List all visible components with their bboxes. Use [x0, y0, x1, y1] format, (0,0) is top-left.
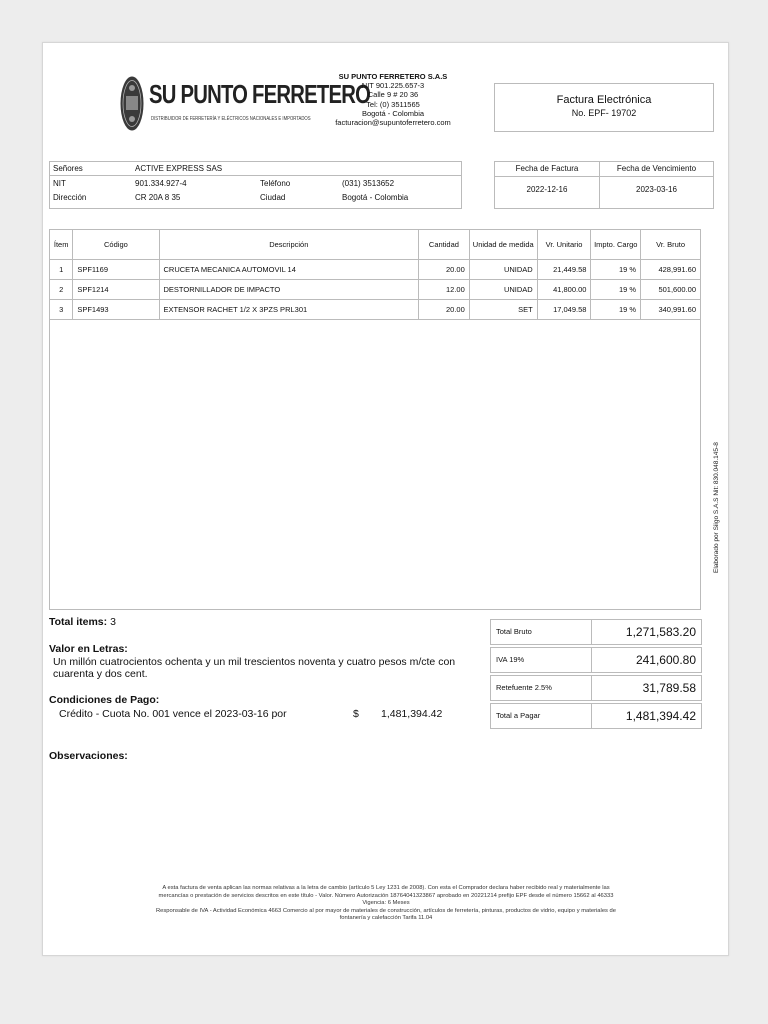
condiciones-currency: $ — [353, 708, 359, 720]
company-name: SU PUNTO FERRETERO S.A.S — [338, 72, 448, 81]
invoice-page — [42, 42, 729, 956]
row-descripcion: DESTORNILLADOR DE IMPACTO — [159, 280, 419, 300]
company-email: facturacion@supuntoferretero.com — [335, 118, 451, 128]
footer-line: A esta factura de venta aplican las normas relativas a la letra de cambio (artículo 5 Ley 1231 de 2008). Con esta el Comprador declara haber recibido real y materialmente las — [162, 885, 610, 891]
nit-label: NIT — [53, 179, 66, 188]
row-impto: 19 % — [591, 260, 641, 280]
row-cantidad: 12.00 — [419, 280, 470, 300]
fecha-vencimiento-label: Fecha de Vencimiento — [600, 162, 713, 177]
company-phone: Tel: (0) 3511565 — [366, 99, 420, 109]
legal-footer — [61, 885, 711, 923]
ciudad-label: Ciudad — [260, 193, 286, 202]
row-unidad: UNIDAD — [469, 280, 537, 300]
table-row — [50, 260, 701, 280]
retefuente-value: 31,789.58 — [591, 676, 701, 700]
company-brand-logo: SU PUNTO FERRETERO — [149, 79, 371, 109]
row-codigo: SPF1169 — [73, 260, 159, 280]
footer-line: fontanería y calefacción Tarifa 11.04 — [339, 915, 433, 922]
observaciones-label: Observaciones: — [49, 750, 128, 762]
telefono-label: Teléfono — [260, 179, 291, 188]
divider — [50, 175, 461, 176]
client-name: ACTIVE EXPRESS SAS — [135, 164, 223, 173]
table-row — [50, 300, 701, 320]
invoice-title-box — [494, 83, 714, 132]
row-impto: 19 % — [591, 280, 641, 300]
row-unitario: 41,800.00 — [537, 280, 591, 300]
row-cantidad: 20.00 — [419, 260, 470, 280]
total-pagar-value: 1,481,394.42 — [591, 704, 701, 728]
client-info-box — [49, 161, 462, 209]
totals-row — [490, 703, 702, 729]
items-table — [49, 229, 701, 320]
fecha-factura-label: Fecha de Factura — [495, 162, 600, 177]
direccion-label: Dirección — [53, 193, 87, 202]
col-bruto: Vr. Bruto — [641, 230, 701, 260]
total-pagar-label: Total a Pagar — [496, 711, 541, 720]
col-codigo: Código — [73, 230, 159, 260]
valor-letras-label: Valor en Letras: — [49, 643, 128, 655]
fecha-vencimiento: 2023-03-16 — [636, 185, 677, 194]
col-item: Ítem — [50, 230, 73, 260]
total-items-label: Total items: — [49, 616, 108, 628]
fecha-factura: 2022-12-16 — [526, 185, 568, 194]
table-header-row — [50, 230, 701, 260]
row-codigo: SPF1214 — [73, 280, 159, 300]
row-descripcion: CRUCETA MECANICA AUTOMOVIL 14 — [159, 260, 419, 280]
totals-box — [490, 619, 702, 731]
row-bruto: 501,600.00 — [641, 280, 701, 300]
dates-box — [494, 161, 714, 209]
footer-line: mercancías o prestación de servicios descritos en este título - Valor. Número Autorización 18764041323867 aprobado en 20221214 prefijo EPF desde el número 15662 al 46333 — [158, 892, 614, 899]
company-nit: NIT 901.225.657-3 — [361, 81, 425, 91]
retefuente-label: Retefuente 2.5% — [496, 683, 552, 692]
row-bruto: 428,991.60 — [641, 260, 701, 280]
row-item: 2 — [50, 280, 73, 300]
row-item: 3 — [50, 300, 73, 320]
row-codigo: SPF1493 — [73, 300, 159, 320]
col-cantidad: Cantidad — [419, 230, 470, 260]
total-items-value: 3 — [110, 616, 116, 628]
col-unitario: Vr. Unitario — [537, 230, 591, 260]
col-descripcion: Descripción — [159, 230, 419, 260]
totals-row — [490, 675, 702, 701]
valor-letras: Un millón cuatrocientos ochenta y un mil trescientos noventa y cuatro pesos m/cte con cuarenta y dos cent. — [53, 656, 456, 680]
company-brand-tagline: DISTRIBUIDOR DE FERRETERÍA Y ELÉCTRICOS NACIONALES E IMPORTADOS — [151, 116, 311, 122]
software-vendor-note: Elaborado por Siigo S.A.S Nit: 830.048.145-8 — [713, 442, 720, 573]
senores-label: Señores — [53, 164, 83, 173]
company-seal-logo — [120, 76, 144, 131]
totals-row — [490, 619, 702, 645]
row-impto: 19 % — [591, 300, 641, 320]
client-nit: 901.334.927-4 — [135, 179, 187, 188]
row-bruto: 340,991.60 — [641, 300, 701, 320]
totals-row — [490, 647, 702, 673]
client-phone: (031) 3513652 — [342, 179, 395, 188]
company-address: Calle 9 # 20 36 — [367, 90, 419, 100]
client-city: Bogotá - Colombia — [342, 193, 409, 202]
total-bruto-label: Total Bruto — [496, 627, 532, 636]
row-unitario: 17,049.58 — [537, 300, 591, 320]
footer-line: Vigencia: 6 Meses — [362, 900, 410, 907]
invoice-number: No. EPF- 19702 — [571, 108, 637, 118]
condiciones-amount: 1,481,394.42 — [381, 708, 443, 720]
row-item: 1 — [50, 260, 73, 280]
footer-line: Responsable de IVA - Actividad Económica 4663 Comercio al por mayor de materiales de construcción, artículos de ferretería, pinturas, productos de vidrio, equipo y materiales de — [155, 907, 617, 914]
table-row — [50, 280, 701, 300]
iva-label: IVA 19% — [496, 655, 525, 664]
total-items — [49, 616, 116, 628]
row-descripcion: EXTENSOR RACHET 1/2 X 3PZS PRL301 — [159, 300, 419, 320]
company-info — [313, 72, 473, 127]
client-address: CR 20A 8 35 — [135, 193, 181, 202]
invoice-title: Factura Electrónica — [556, 94, 652, 106]
col-impto: Impto. Cargo — [591, 230, 641, 260]
condiciones-label: Condiciones de Pago: — [49, 694, 160, 706]
iva-value: 241,600.80 — [591, 648, 701, 672]
row-unitario: 21,449.58 — [537, 260, 591, 280]
total-bruto-value: 1,271,583.20 — [591, 620, 701, 644]
row-unidad: UNIDAD — [469, 260, 537, 280]
row-unidad: SET — [469, 300, 537, 320]
condiciones-text: Crédito - Cuota No. 001 vence el 2023-03-16 por — [59, 708, 287, 720]
col-unidad: Unidad de medida — [469, 230, 537, 260]
row-cantidad: 20.00 — [419, 300, 470, 320]
company-city: Bogotá - Colombia — [361, 108, 425, 118]
